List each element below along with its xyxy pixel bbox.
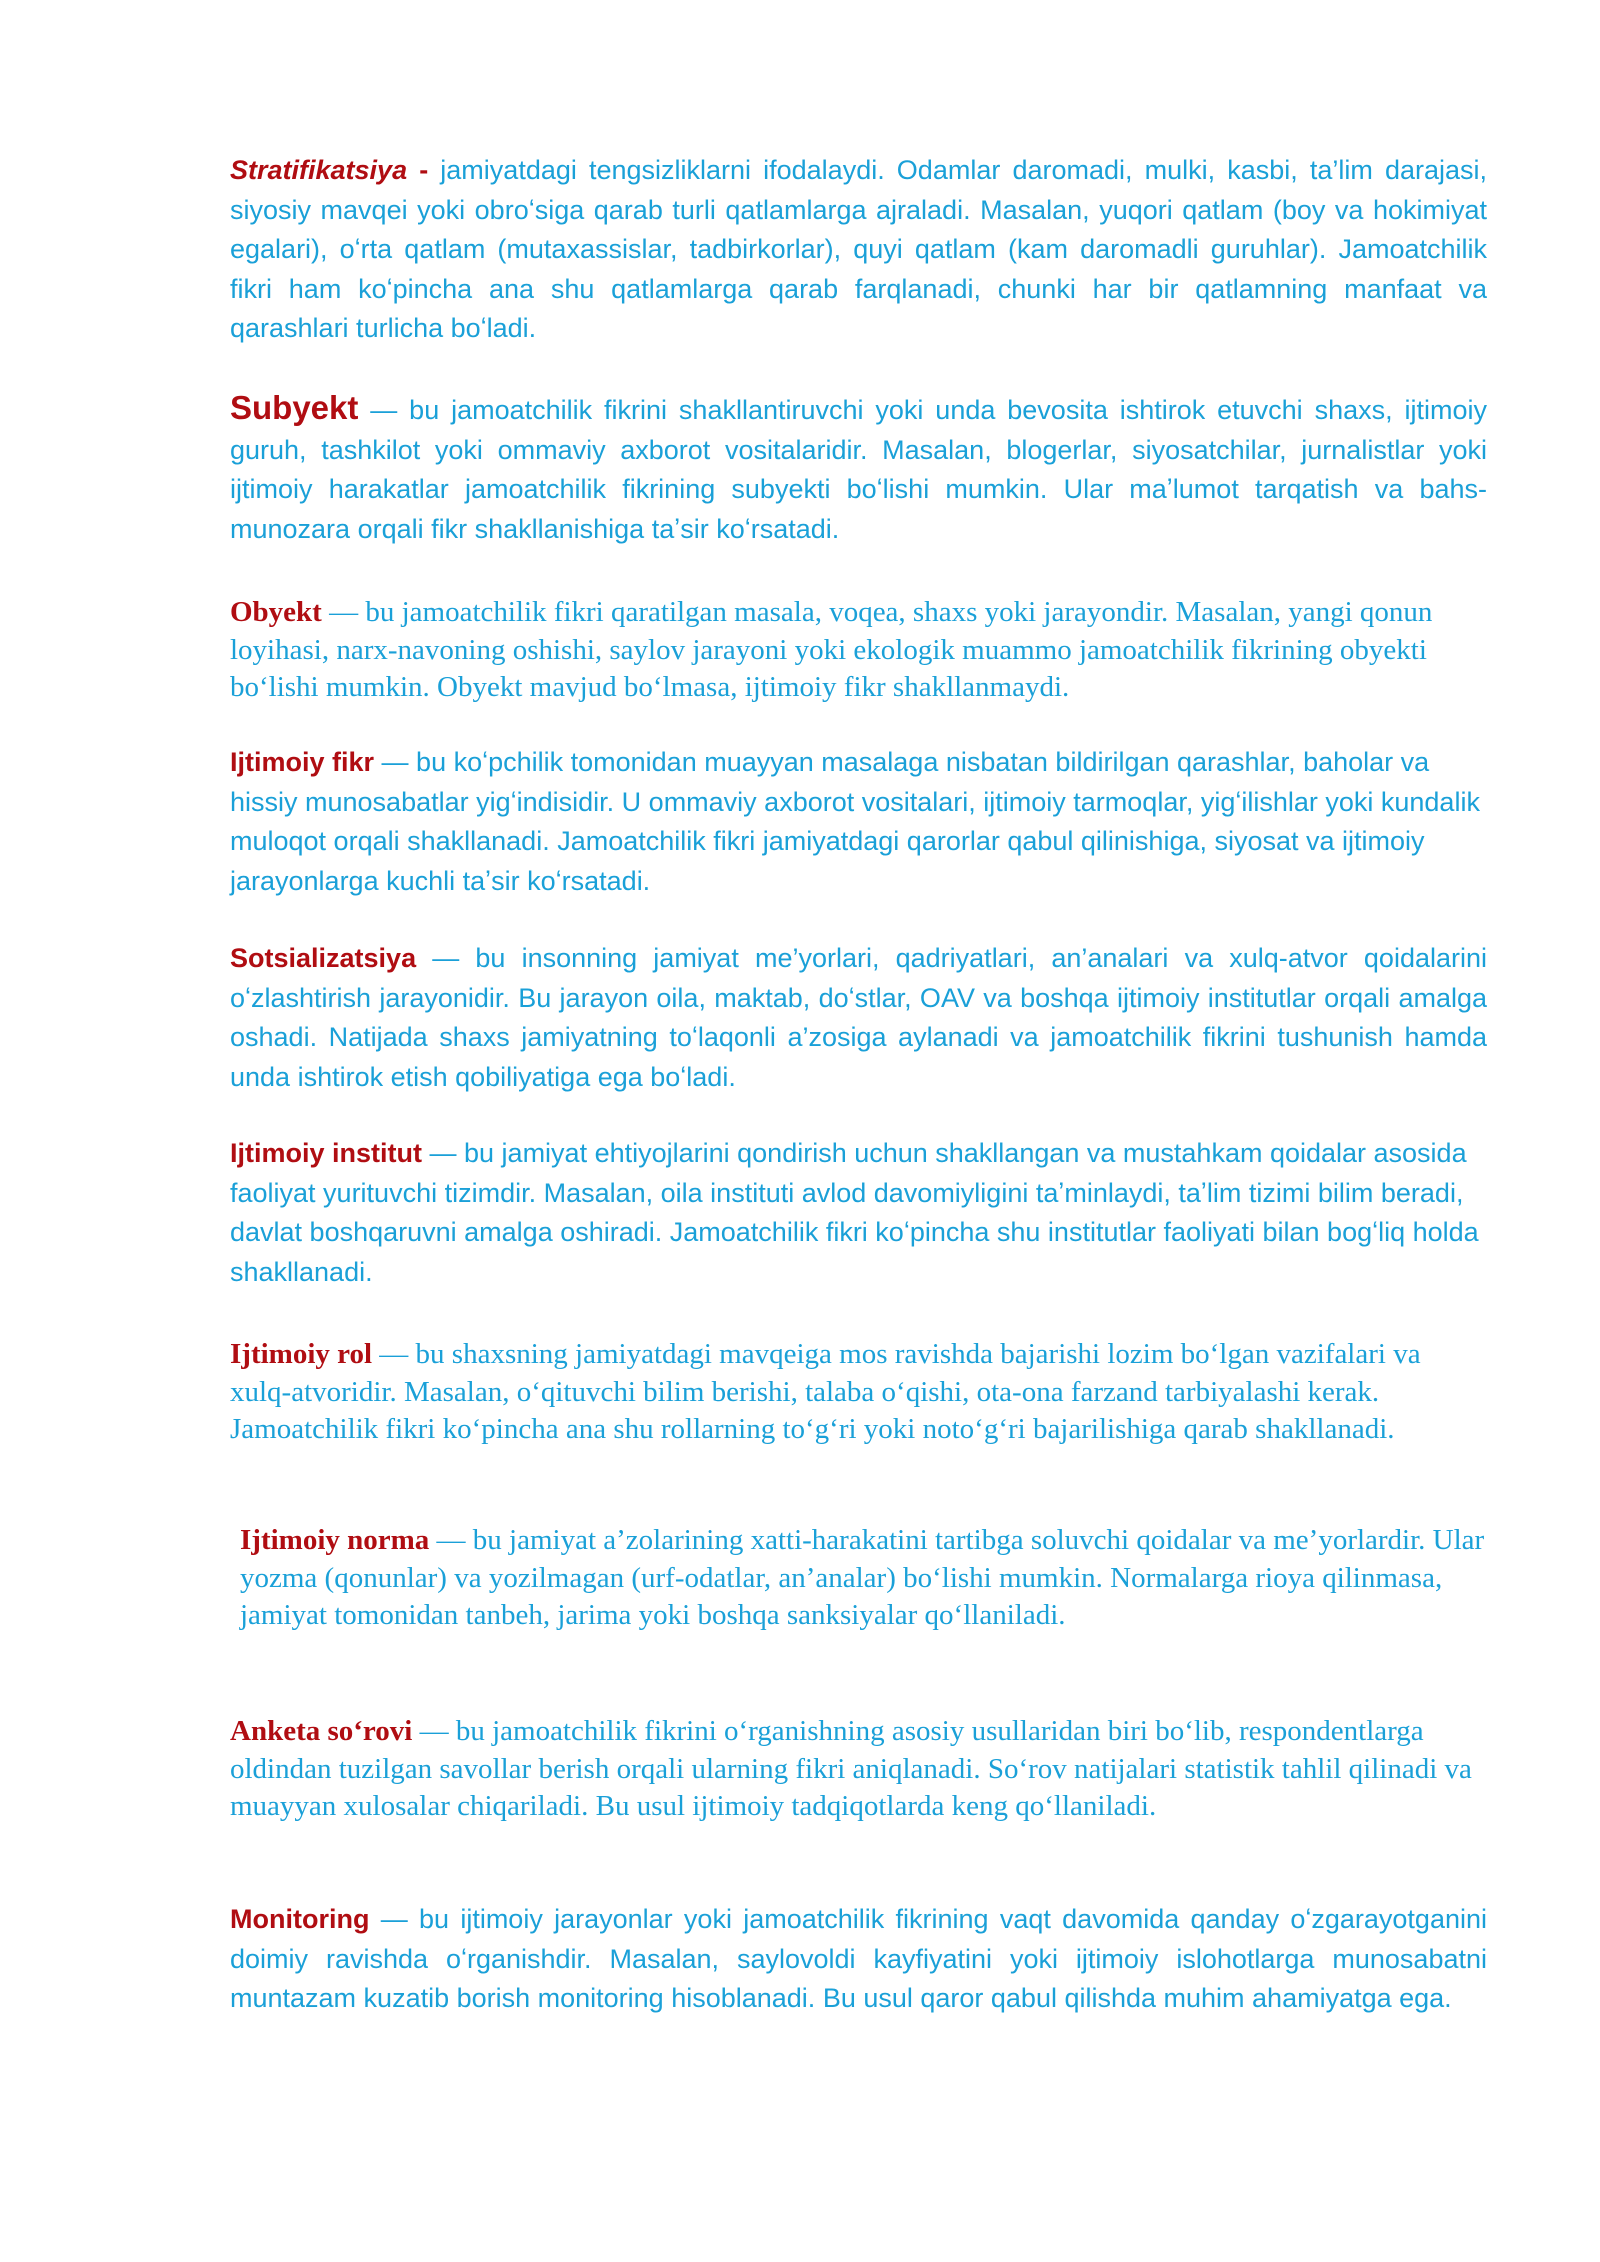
definition-text: bu ijtimoiy jarayonlar yoki jamoatchilik fikrining vaqt davomida qanday oʻzgarayotganini doimiy ravishda oʻrganishdir. Masalan, saylovoldi kayfiyatini yoki ijtimoiy islohotlarga munosabatni muntazam kuzatib borish monitoring hisoblanadi. Bu usul qaror qabul qilishda muhim ahamiyatga ega. xyxy=(230,1904,1487,2013)
separator: — xyxy=(429,1524,473,1556)
separator: — xyxy=(369,1904,420,1934)
entry-anketa-sorovi xyxy=(230,1713,1487,1826)
term-ijtimoiy-institut: Ijtimoiy institut xyxy=(230,1138,422,1168)
entry-stratifikatsiya xyxy=(230,151,1487,349)
term-sotsializatsiya: Sotsializatsiya xyxy=(230,943,417,973)
definition-text: bu jamoatchilik fikri qaratilgan masala, voqea, shaxs yoki jarayondir. Masalan, yangi qonun loyihasi, narx-navoning oshishi, saylov jarayoni yoki ekologik muammo jamoatchilik fikrining obyekti boʻlishi mumkin. Obyekt mavjud boʻlmasa, ijtimoiy fikr shakllanmaydi. xyxy=(230,596,1433,703)
separator: — xyxy=(358,395,410,425)
term-monitoring: Monitoring xyxy=(230,1904,370,1934)
term-subyekt: Subyekt xyxy=(230,389,359,426)
separator: - xyxy=(407,155,441,185)
definition-text: bu insonning jamiyat me’yorlari, qadriyatlari, an’analari va xulq-atvor qoidalarini oʻzlashtirish jarayonidir. Bu jarayon oila, maktab, doʻstlar, OAV va boshqa ijtimoiy institutlar orqali amalga oshadi. Natijada shaxs jamiyatning toʻlaqonli a’zosiga aylanadi va jamoatchilik fikrini tushunish hamda unda ishtirok etish qobiliyatiga ega boʻladi. xyxy=(230,943,1487,1092)
definition-text: bu jamiyat ehtiyojlarini qondirish uchun shakllangan va mustahkam qoidalar asosida faoliyat yurituvchi tizimdir. Masalan, oila instituti avlod davomiyligini taʼminlaydi, taʼlim tizimi bilim beradi, davlat boshqaruvni amalga oshiradi. Jamoatchilik fikri koʻpincha shu institutlar faoliyati bilan bogʻliq holda shakllanadi. xyxy=(230,1138,1479,1287)
entry-subyekt xyxy=(230,388,1487,549)
definition-text: bu shaxsning jamiyatdagi mavqeiga mos ravishda bajarishi lozim boʻlgan vazifalari va xulq-atvoridir. Masalan, oʻqituvchi bilim berishi, talaba oʻqishi, ota-ona farzand tarbiyalashi kerak. Jamoatchilik fikri koʻpincha ana shu rollarning toʻgʻri yoki notoʻgʻri bajarilishiga qarab shakllanadi. xyxy=(230,1338,1421,1445)
entry-ijtimoiy-fikr xyxy=(230,743,1487,901)
entry-obyekt xyxy=(230,594,1487,707)
definition-text: bu jamiyat a’zolarining xatti-harakatini tartibga soluvchi qoidalar va me’yorlardir. Ular yozma (qonunlar) va yozilmagan (urf-odatlar, an’analar) boʻlishi mumkin. Normalarga rioya qilinmasa, jamiyat tomonidan tanbeh, jarima yoki boshqa sanksiyalar qoʻllaniladi. xyxy=(240,1524,1485,1631)
separator: — xyxy=(412,1715,456,1747)
definition-text: bu jamoatchilik fikrini oʻrganishning asosiy usullaridan biri boʻlib, respondentlarga oldindan tuzilgan savollar berish orqali ularning fikri aniqlanadi. Soʻrov natijalari statistik tahlil qilinadi va muayyan xulosalar chiqariladi. Bu usul ijtimoiy tadqiqotlarda keng qoʻllaniladi. xyxy=(230,1715,1472,1822)
term-stratifikatsiya: Stratifikatsiya xyxy=(230,155,408,185)
definition-text: jamiyatdagi tengsizliklarni ifodalaydi. Odamlar daromadi, mulki, kasbi, ta’lim darajasi, siyosiy mavqei yoki obroʻsiga qarab turli qatlamlarga ajraladi. Masalan, yuqori qatlam (boy va hokimiyat egalari), oʻrta qatlam (mutaxassislar, tadbirkorlar), quyi qatlam (kam daromadli guruhlar). Jamoatchilik fikri ham koʻpincha ana shu qatlamlarga qarab farqlanadi, chunki har bir qatlamning manfaat va qarashlari turlicha boʻladi. xyxy=(230,155,1488,343)
separator: — xyxy=(416,943,476,973)
entry-ijtimoiy-institut xyxy=(230,1134,1487,1292)
term-ijtimoiy-fikr: Ijtimoiy fikr xyxy=(230,747,375,777)
term-ijtimoiy-norma: Ijtimoiy norma xyxy=(240,1524,430,1556)
term-obyekt: Obyekt xyxy=(230,596,322,628)
entry-monitoring xyxy=(230,1900,1487,2019)
separator: — xyxy=(321,596,366,628)
separator: — xyxy=(422,1138,465,1168)
definition-text: bu koʻpchilik tomonidan muayyan masalaga nisbatan bildirilgan qarashlar, baholar va hissiy munosabatlar yigʻindisidir. U ommaviy axborot vositalari, ijtimoiy tarmoqlar, yigʻilishlar yoki kundalik muloqot orqali shakllanadi. Jamoatchilik fikri jamiyatdagi qarorlar qabul qilinishiga, siyosat va ijtimoiy jarayonlarga kuchli taʼsir koʻrsatadi. xyxy=(230,747,1480,896)
term-anketa-sorovi: Anketa soʻrovi xyxy=(230,1715,413,1747)
separator: — xyxy=(374,747,417,777)
separator: — xyxy=(372,1338,416,1370)
entry-ijtimoiy-rol xyxy=(230,1336,1487,1449)
entry-sotsializatsiya xyxy=(230,939,1487,1097)
entry-ijtimoiy-norma xyxy=(230,1522,1487,1635)
definition-text: bu jamoatchilik fikrini shakllantiruvchi yoki unda bevosita ishtirok etuvchi shaxs, ijtimoiy guruh, tashkilot yoki ommaviy axborot vositalaridir. Masalan, blogerlar, siyosatchilar, jurnalistlar yoki ijtimoiy harakatlar jamoatchilik fikrining subyekti boʻlishi mumkin. Ular maʼlumot tarqatish va bahs-munozara orqali fikr shakllanishiga taʼsir koʻrsatadi. xyxy=(230,395,1488,544)
term-ijtimoiy-rol: Ijtimoiy rol xyxy=(230,1338,373,1370)
